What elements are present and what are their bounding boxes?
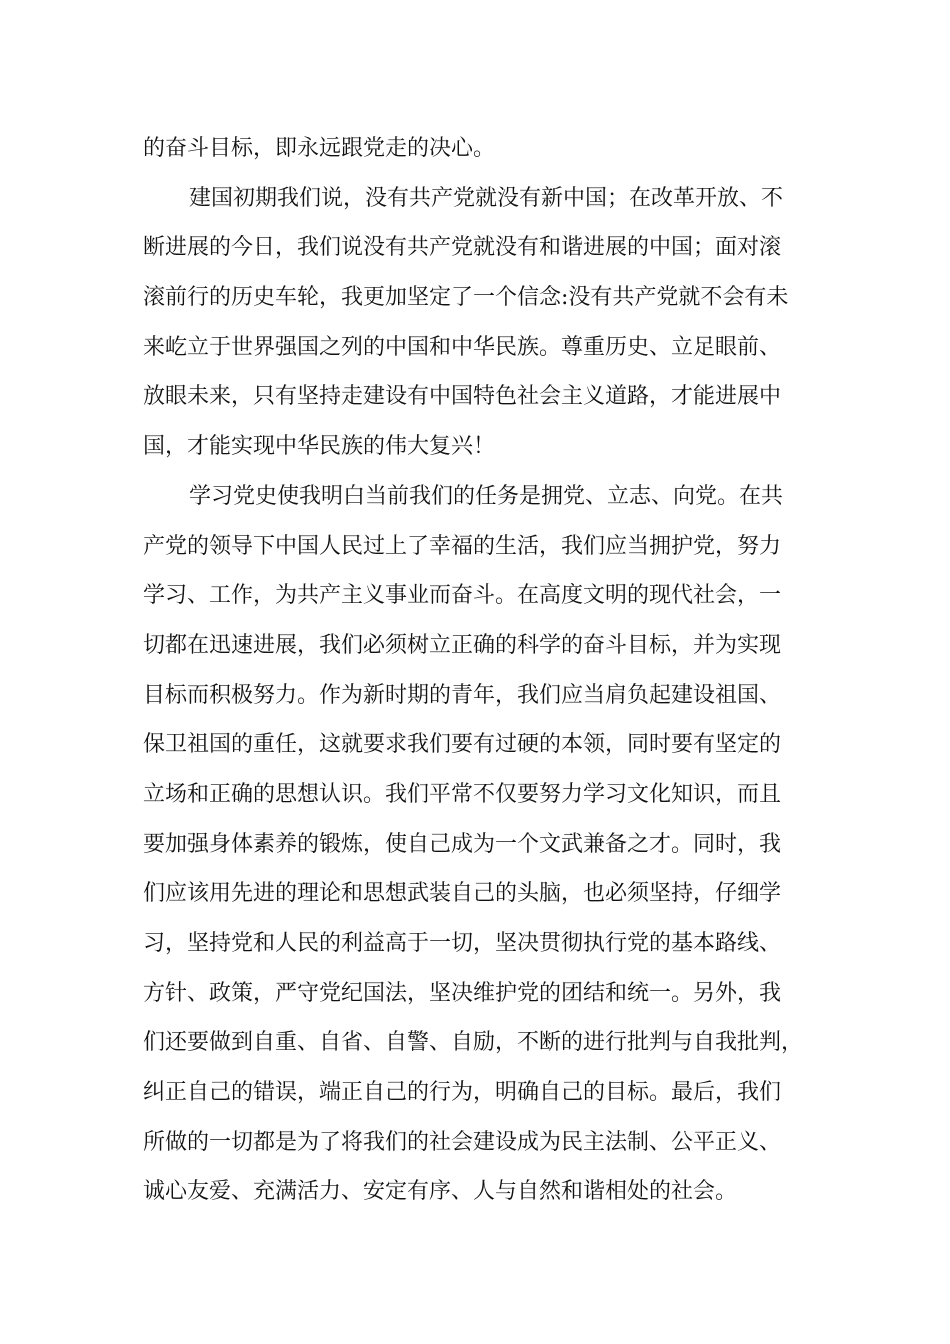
text-line: 所做的一切都是为了将我们的社会建设成为民主法制、公平正义、	[143, 1129, 782, 1155]
text-line: 习，坚持党和人民的利益高于一切，坚决贯彻执行党的基本路线、	[143, 931, 782, 956]
text-line: 断进展的今日，我们说没有共产党就没有和谐进展的中国；面对滚	[143, 235, 782, 261]
text-line: 要加强身体素养的锻炼，使自己成为一个文武兼备之才。同时，我	[143, 831, 782, 857]
paragraph-first-line: 学习党史使我明白当前我们的任务是拥党、立志、向党。在共	[189, 483, 784, 509]
text-line: 保卫祖国的重任，这就要求我们要有过硬的本领，同时要有坚定的	[143, 732, 782, 758]
document-body	[143, 124, 843, 1217]
text-line: 立场和正确的思想认识。我们平常不仅要努力学习文化知识，而且	[143, 781, 782, 807]
text-line: 们还要做到自重、自省、自警、自励，不断的进行批判与自我批判，	[143, 1030, 804, 1056]
text-line: 诚心友爱、充满活力、安定有序、人与自然和谐相处的社会。	[143, 1179, 738, 1205]
text-line: 的奋斗目标，即永远跟党走的决心。	[143, 136, 496, 161]
text-line: 来屹立于世界强国之列的中国和中华民族。尊重历史、立足眼前、	[143, 334, 782, 360]
text-line: 国，才能实现中华民族的伟大复兴！	[143, 434, 496, 460]
text-line: 方针、政策，严守党纪国法，坚决维护党的团结和统一。另外，我	[143, 980, 782, 1006]
text-line: 学习、工作，为共产主义事业而奋斗。在高度文明的现代社会，一	[143, 583, 782, 609]
text-line: 切都在迅速进展，我们必须树立正确的科学的奋斗目标，并为实现	[143, 632, 782, 658]
text-line: 目标而积极努力。作为新时期的青年，我们应当肩负起建设祖国、	[143, 682, 782, 708]
text-line: 滚前行的历史车轮，我更加坚定了一个信念:没有共产党就不会有未	[143, 285, 789, 311]
paragraph-first-line: 建国初期我们说，没有共产党就没有新中国；在改革开放、不	[189, 185, 784, 211]
text-line: 产党的领导下中国人民过上了幸福的生活，我们应当拥护党，努力	[143, 533, 782, 559]
text-line: 纠正自己的错误，端正自己的行为，明确自己的目标。最后，我们	[143, 1080, 782, 1106]
text-line: 放眼未来，只有坚持走建设有中国特色社会主义道路，才能进展中	[143, 384, 782, 410]
text-line: 们应该用先进的理论和思想武装自己的头脑，也必须坚持，仔细学	[143, 881, 782, 907]
